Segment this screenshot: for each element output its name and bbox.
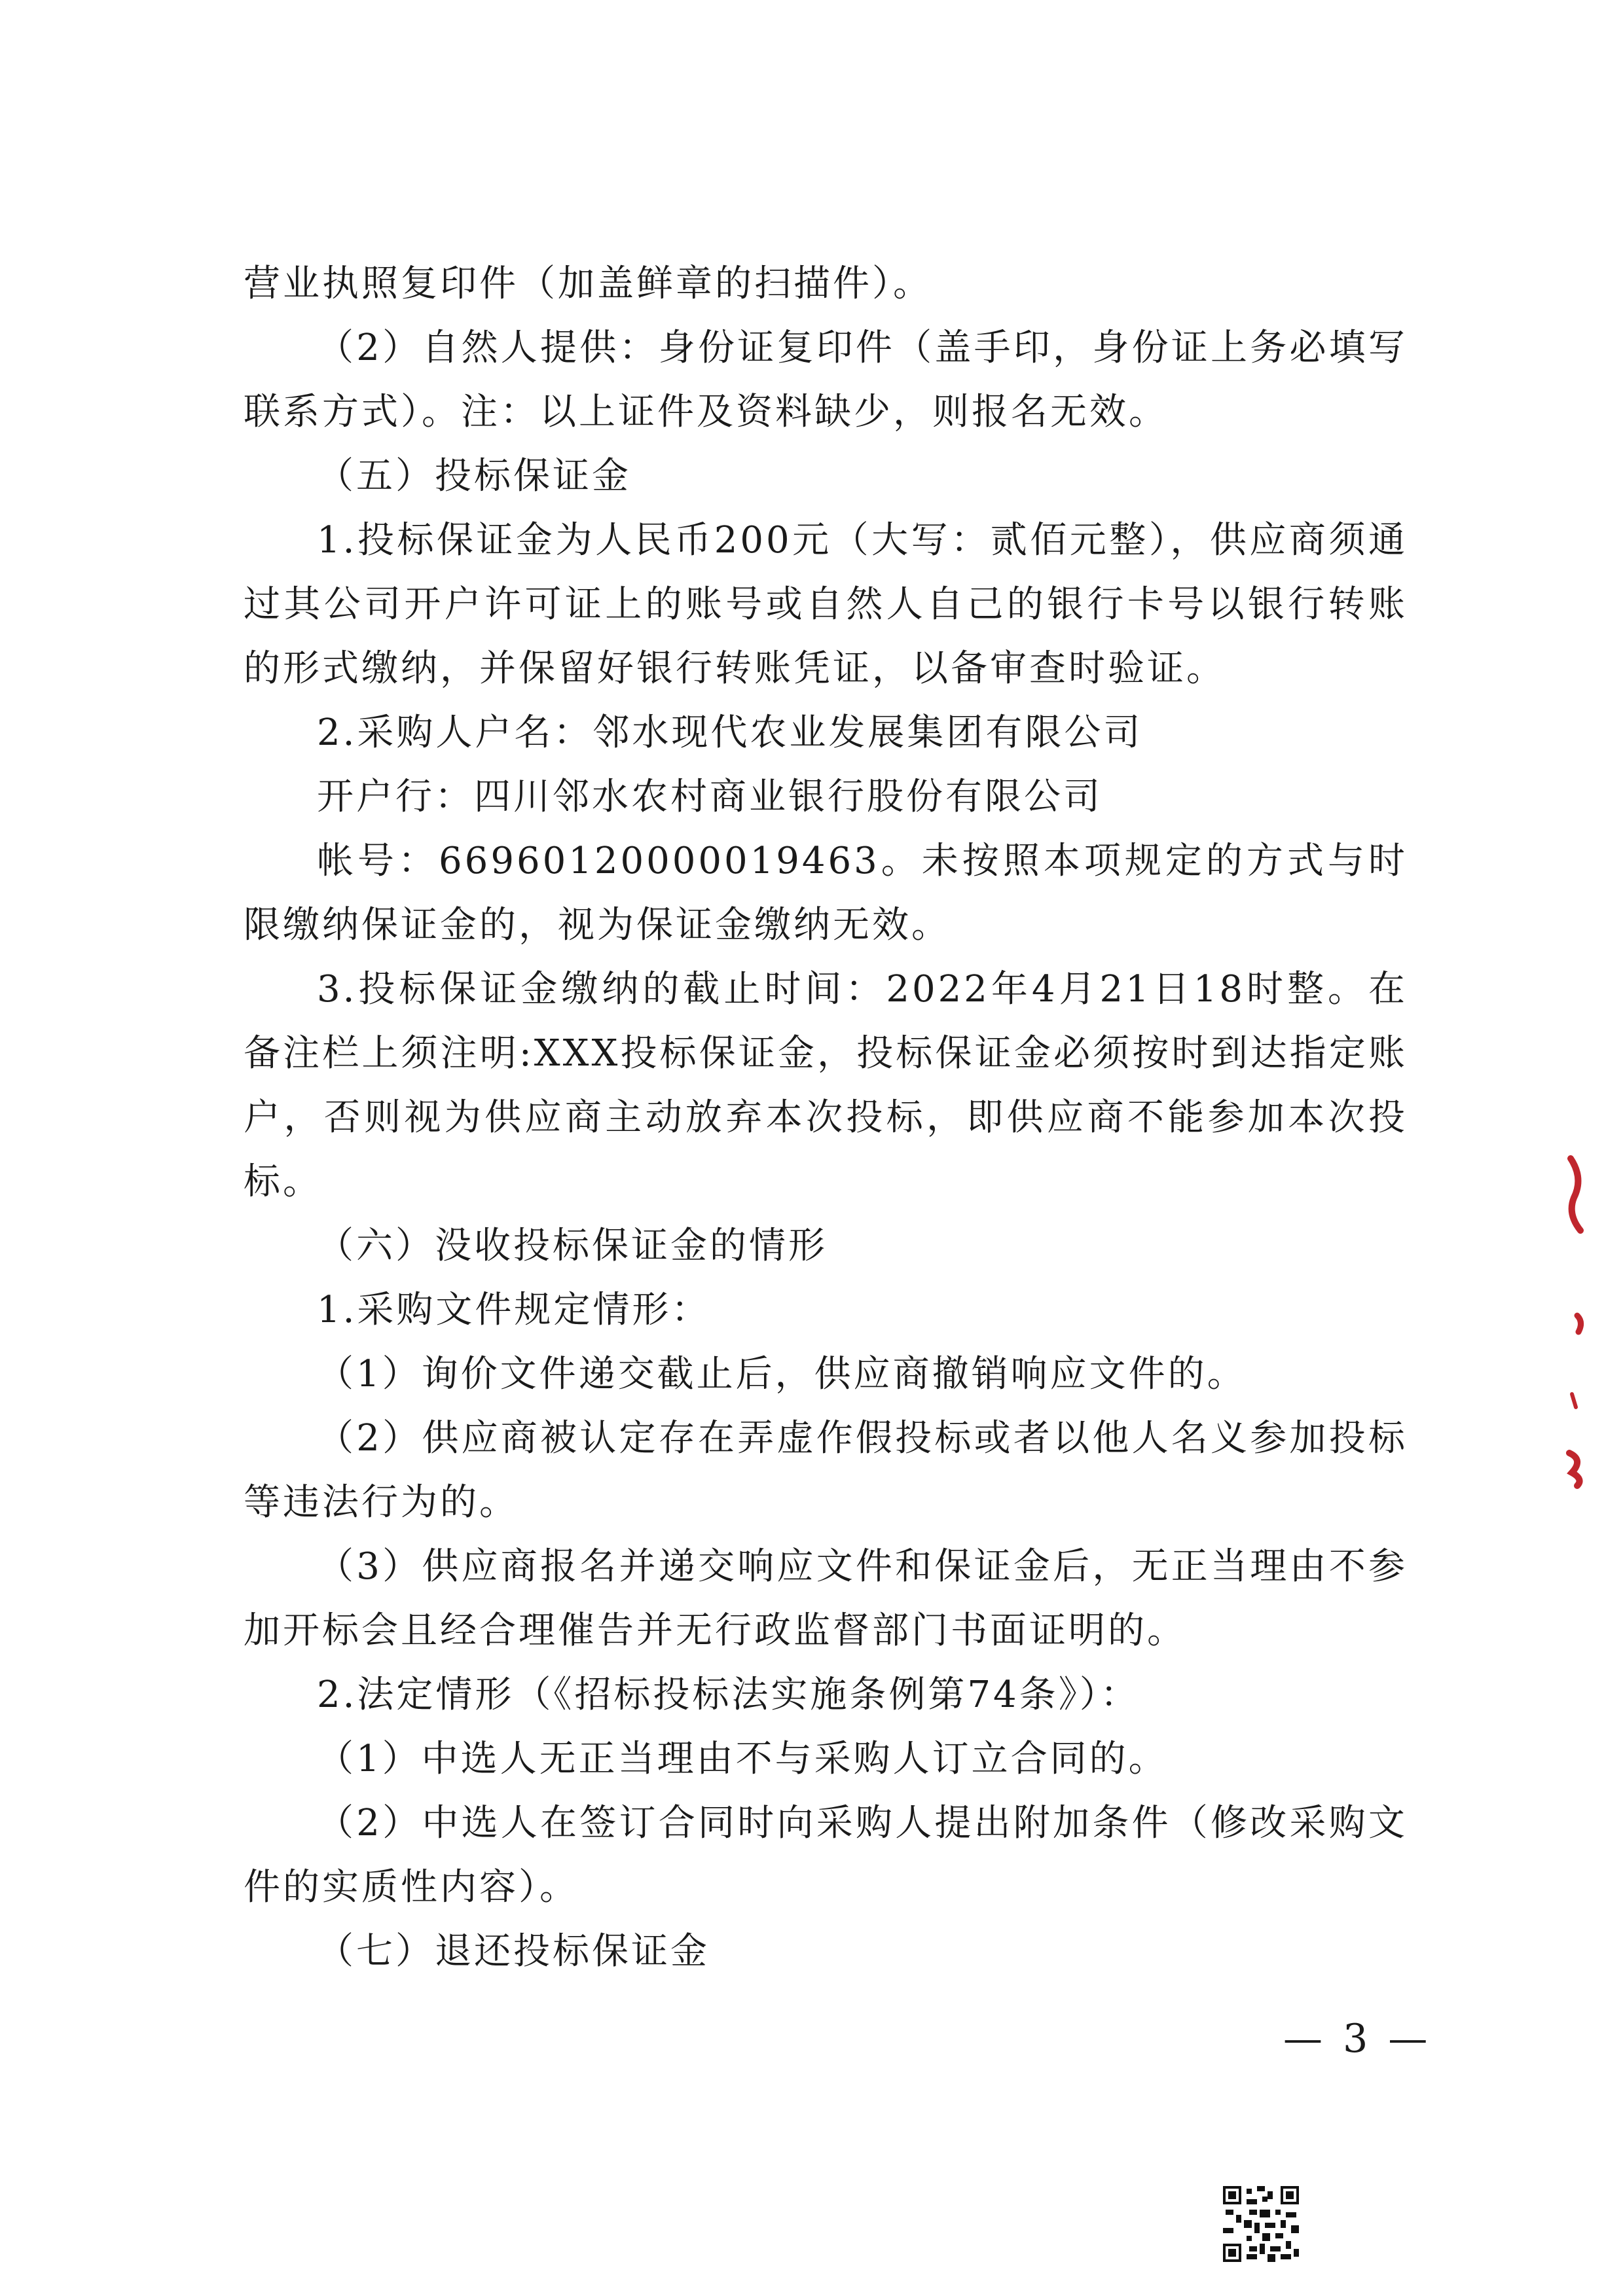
paragraph-legal-1: （1）中选人无正当理由不与采购人订立合同的。 (317, 1738, 1168, 1780)
paragraph-2: （2）自然人提供：身份证复印件（盖手印，身份证上务必填写联系方式）。注：以上证件及资料缺少，则报名无效。 (244, 327, 1408, 433)
paragraph-account-number: 帐号：66960120000019463。未按照本项规定的方式与时限缴纳保证金的，视为保证金缴纳无效。 (244, 840, 1408, 946)
section-heading-7: （七）退还投标保证金 (317, 1930, 710, 1973)
paragraph-rule-2: （2）供应商被认定存在弄虚作假投标或者以他人名义参加投标等违法行为的。 (244, 1417, 1408, 1524)
section-heading-5: （五）投标保证金 (317, 455, 631, 497)
paragraph-legal: 2.法定情形（《招标投标法实施条例第74条》）： (317, 1674, 1140, 1716)
paragraph-rule-3: （3）供应商报名并递交响应文件和保证金后，无正当理由不参加开标会且经合理催告并无行政监督部门书面证明的。 (244, 1545, 1408, 1652)
page-number: — 3 — (1283, 2016, 1432, 2062)
paragraph-bank: 开户行：四川邻水农村商业银行股份有限公司 (317, 776, 1103, 818)
seal-fragment-icon (1558, 1152, 1597, 1492)
paragraph-deposit-amount: 1.投标保证金为人民币200元（大写：贰佰元整），供应商须通过其公司开户许可证上的账号或自然人自己的银行卡号以银行转账的形式缴纳，并保留好银行转账凭证，以备审查时验证。 (244, 519, 1408, 690)
paragraph-legal-2: （2）中选人在签订合同时向采购人提出附加条件（修改采购文件的实质性内容）。 (244, 1802, 1408, 1909)
qr-code-icon (1223, 2186, 1299, 2262)
paragraph-1: 营业执照复印件（加盖鲜章的扫描件）。 (244, 262, 932, 305)
section-heading-6: （六）没收投标保证金的情形 (317, 1225, 828, 1267)
paragraph-deadline: 3.投标保证金缴纳的截止时间：2022年4月21日18时整。在备注栏上须注明:XXX投标保证金，投标保证金必须按时到达指定账户，否则视为供应商主动放弃本次投标，即供应商不能参加本次投标。 (244, 968, 1408, 1203)
paragraph-rule-1: （1）询价文件递交截止后，供应商撤销响应文件的。 (317, 1353, 1247, 1395)
paragraph-account-name: 2.采购人户名：邻水现代农业发展集团有限公司 (317, 711, 1143, 754)
paragraph-procurement-rules: 1.采购文件规定情形： (317, 1289, 711, 1331)
document-body (244, 252, 1408, 1984)
